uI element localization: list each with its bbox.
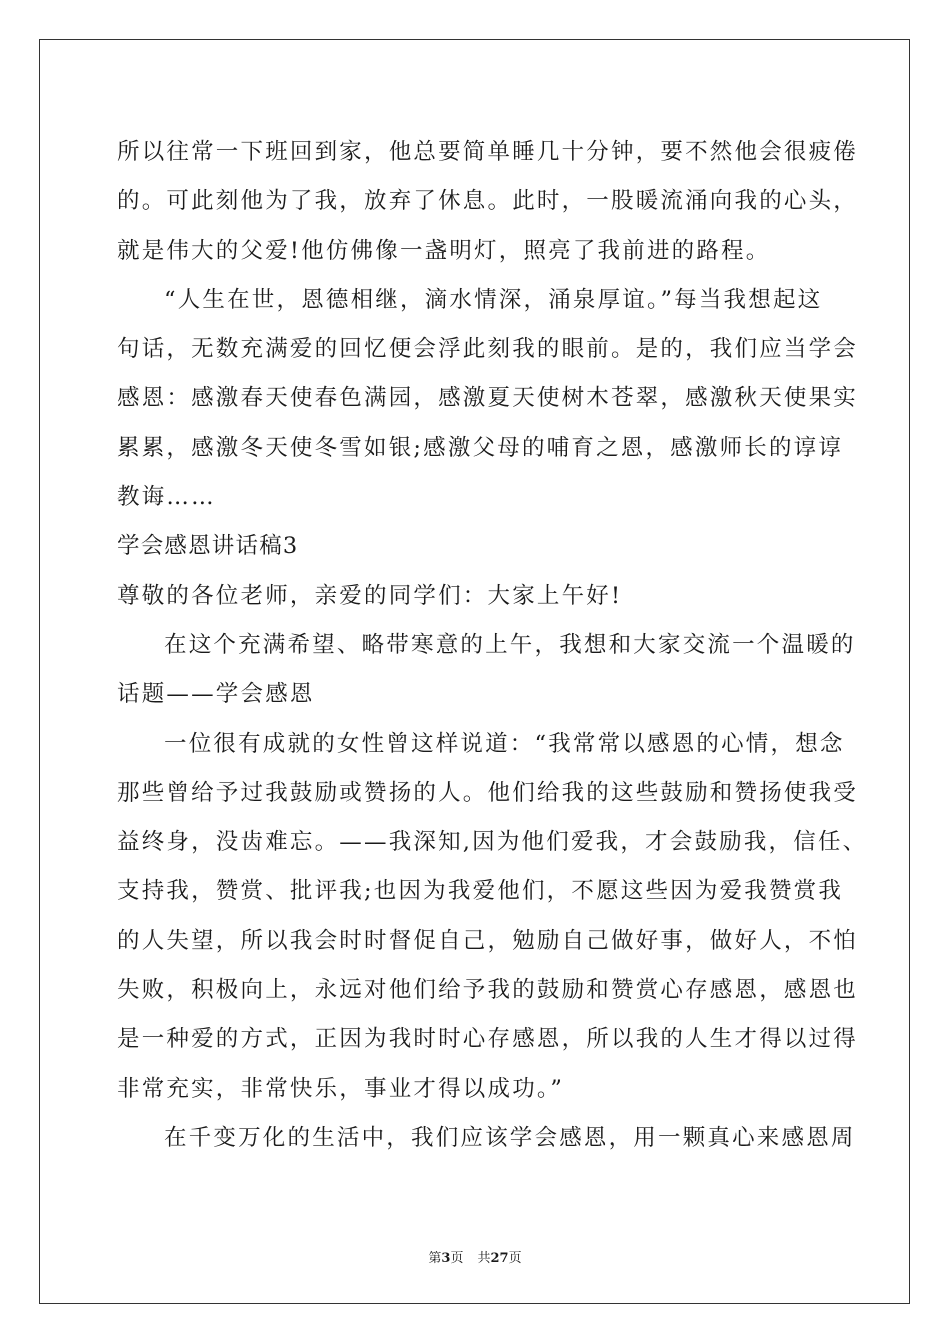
page-prefix: 第	[428, 1251, 442, 1266]
page-footer	[0, 1247, 950, 1266]
section-heading: 学会感恩讲话稿3	[117, 533, 299, 560]
text-line: 益终身，没齿难忘。——我深知,因为他们爱我，才会鼓励我，信任、	[117, 829, 868, 856]
text-line: 句话，无数充满爱的回忆便会浮此刻我的眼前。是的，我们应当学会	[117, 336, 859, 363]
text-line: 的人失望，所以我会时时督促自己，勉励自己做好事，做好人，不怕	[117, 927, 859, 954]
text-line: 就是伟大的父爱!他仿佛像一盏明灯，照亮了我前进的路程。	[117, 237, 771, 264]
total-suffix: 页	[508, 1251, 522, 1266]
text-line: 在这个充满希望、略带寒意的上午，我想和大家交流一个温暖的	[164, 631, 856, 658]
text-line: 话题——学会感恩	[117, 681, 315, 708]
total-prefix: 共	[477, 1251, 491, 1266]
text-line: 是一种爱的方式，正因为我时时心存感恩，所以我的人生才得以过得	[117, 1026, 859, 1053]
text-line: 所以往常一下班回到家，他总要简单睡几十分钟，要不然他会很疲倦	[117, 139, 859, 165]
total-pages: 27	[490, 1251, 509, 1266]
page-number: 3	[441, 1251, 451, 1266]
text-line: 在千变万化的生活中，我们应该学会感恩，用一颗真心来感恩周	[164, 1124, 856, 1151]
text-line: 教诲……	[117, 484, 216, 511]
text-line: 非常充实，非常快乐，事业才得以成功。”	[117, 1075, 565, 1102]
text-line: “人生在世，恩德相继，滴水情深，涌泉厚谊。”每当我想起这	[164, 286, 823, 313]
text-line: 一位很有成就的女性曾这样说道：“我常常以感恩的心情，想念	[164, 730, 845, 757]
document-body	[117, 128, 868, 1163]
salutation: 尊敬的各位老师，亲爱的同学们：大家上午好!	[117, 582, 623, 609]
text-line: 的。可此刻他为了我，放弃了休息。此时，一股暖流涌向我的心头，	[117, 188, 859, 215]
text-line: 累累，感激冬天使冬雪如银;感激父母的哺育之恩，感激师长的谆谆	[117, 434, 844, 461]
text-line: 感恩：感激春天使春色满园，感激夏天使树木苍翠，感激秋天使果实	[117, 385, 859, 412]
page-suffix: 页	[450, 1251, 464, 1266]
text-line: 支持我，赞赏、批评我;也因为我爱他们，不愿这些因为爱我赞赏我	[117, 878, 844, 905]
text-line: 失败，积极向上，永远对他们给予我的鼓励和赞赏心存感恩，感恩也	[117, 977, 859, 1004]
text-line: 那些曾给予过我鼓励或赞扬的人。他们给我的这些鼓励和赞扬使我受	[117, 779, 859, 806]
